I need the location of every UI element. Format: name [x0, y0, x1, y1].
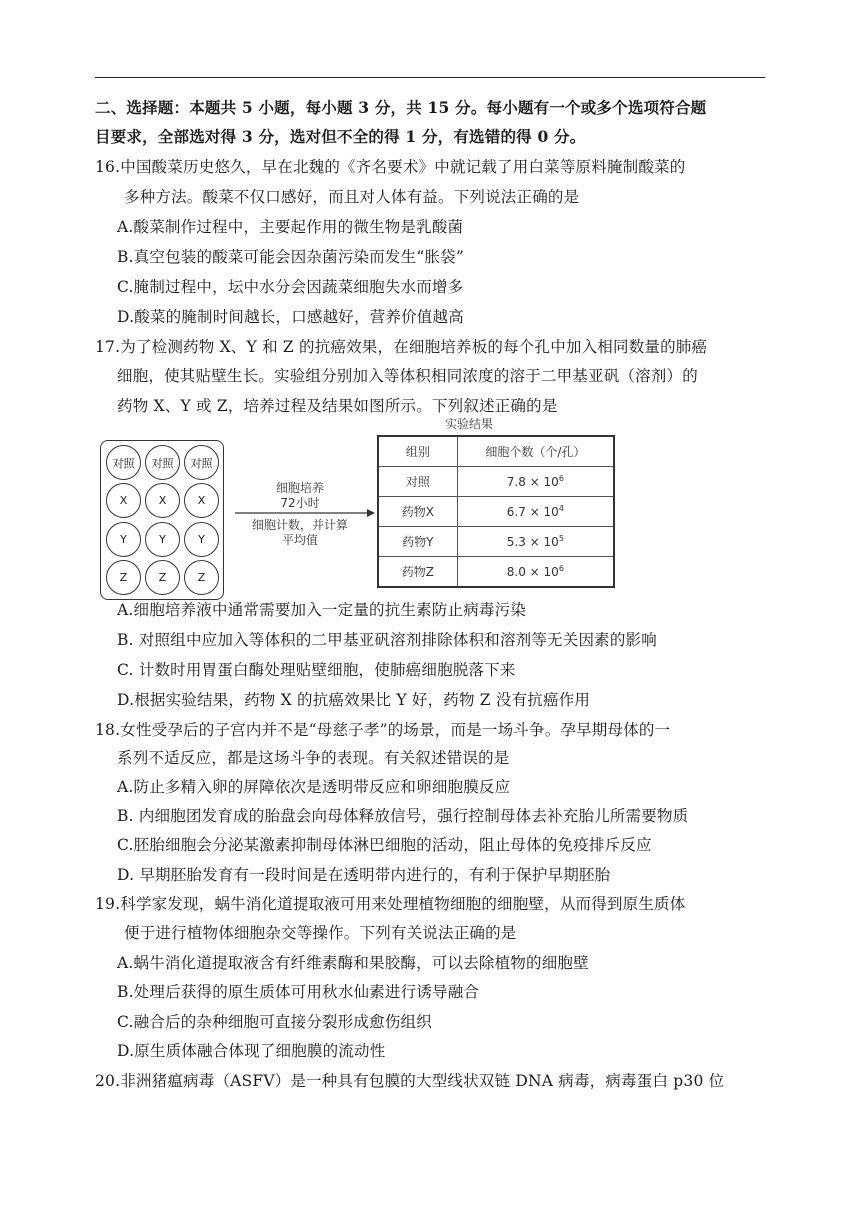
q18-option-a: A.防止多精入卵的屏障依次是透明带反应和卵细胞膜反应	[117, 778, 511, 796]
header-count: 细胞个数（个/孔）	[457, 436, 614, 467]
well-x-1: X	[106, 483, 141, 518]
q17-option-b: B. 对照组中应加入等体积的二甲基亚矾溶剂排除体积和溶剂等无关因素的影响	[117, 631, 657, 649]
q18-stem-line2: 系列不适反应，都是这场斗争的表现。有关叙述错误的是	[117, 749, 510, 767]
q18-stem-line1: 18.女性受孕后的子宫内并不是“母慈子孝”的场景，而是一场斗争。孕早期母体的一	[95, 721, 671, 739]
arrow-label-bottom-1: 细胞计数，并计算	[251, 518, 348, 532]
q19-option-a: A.蜗牛消化道提取液含有纤维素酶和果胶酶，可以去除植物的细胞壁	[117, 954, 589, 972]
well-control-1: 对照	[106, 445, 141, 480]
q19-option-c: C.融合后的杂种细胞可直接分裂形成愈伤组织	[117, 1013, 432, 1031]
q17-option-c: C. 计数时用胃蛋白酶处理贴壁细胞，使肺癌细胞脱落下来	[117, 661, 516, 679]
q17-stem-line3: 药物 X、Y 或 Z，培养过程及结果如图所示。下列叙述正确的是	[117, 397, 558, 415]
q16-option-a: A.酸菜制作过程中，主要起作用的微生物是乳酸菌	[117, 218, 464, 236]
arrow-label-bottom-2: 平均值	[281, 533, 318, 547]
q19-stem-line1: 19.科学家发现，蜗牛消化道提取液可用来处理植物细胞的细胞壁，从而得到原生质体	[95, 895, 686, 913]
q19-option-d: D.原生质体融合体现了细胞膜的流动性	[117, 1042, 386, 1060]
results-row	[378, 497, 614, 527]
q19-stem-line2: 便于进行植物体细胞杂交等操作。下列有关说法正确的是	[124, 924, 517, 942]
well-y-2: Y	[145, 522, 180, 557]
results-row	[378, 467, 614, 497]
row-group: 对照	[378, 467, 457, 497]
row-group: 药物X	[378, 497, 457, 527]
q16-stem-line2: 多种方法。酸菜不仅口感好，而且对人体有益。下列说法正确的是	[124, 188, 580, 206]
arrow-label-top-1: 细胞培养	[275, 481, 324, 495]
row-count: $6.7 \times 10^4$	[457, 497, 614, 527]
well-control-3: 对照	[184, 445, 219, 480]
results-table	[377, 435, 615, 588]
q17-option-a: A.细胞培养液中通常需要加入一定量的抗生素防止病毒污染	[117, 601, 527, 619]
q17-option-d: D.根据实验结果，药物 X 的抗癌效果比 Y 好，药物 Z 没有抗癌作用	[117, 691, 591, 709]
well-y-3: Y	[184, 522, 219, 557]
well-control-2: 对照	[145, 445, 180, 480]
q16-option-b: B.真空包装的酸菜可能会因杂菌污染而发生“胀袋”	[117, 248, 464, 266]
q18-option-b: B. 内细胞团发育成的胎盘会向母体释放信号，强行控制母体去补充胎儿所需要物质	[117, 807, 689, 825]
culture-plate	[100, 440, 224, 600]
q20-stem-line1: 20.非洲猪瘟病毒（ASFV）是一种具有包膜的大型线状双链 DNA 病毒，病毒蛋白 p30 位	[95, 1072, 725, 1090]
row-group: 药物Z	[378, 557, 457, 588]
results-title: 实验结果	[445, 417, 494, 431]
results-row	[378, 557, 614, 588]
well-y-1: Y	[106, 522, 141, 557]
q17-stem-line2: 细胞，使其贴壁生长。实验组分别加入等体积相同浓度的溶于二甲基亚矾（溶剂）的	[117, 367, 698, 385]
well-x-2: X	[145, 483, 180, 518]
q18-option-d: D. 早期胚胎发育有一段时间是在透明带内进行的，有利于保护早期胚胎	[117, 866, 611, 884]
row-count: $5.3 \times 10^5$	[457, 527, 614, 557]
section-heading-line2: 目要求，全部选对得 3 分，选对但不全的得 1 分，有选错的得 0 分。	[95, 127, 586, 146]
arrow-label-top-2: 72小时	[280, 496, 320, 510]
q16-option-c: C.腌制过程中，坛中水分会因蔬菜细胞失水而增多	[117, 278, 464, 296]
q17-figure	[95, 415, 615, 590]
row-count: $8.0 \times 10^6$	[457, 557, 614, 588]
row-group: 药物Y	[378, 527, 457, 557]
well-x-3: X	[184, 483, 219, 518]
row-count: $7.8 \times 10^6$	[457, 467, 614, 497]
well-z-1: Z	[106, 560, 141, 595]
results-header-row	[378, 436, 614, 467]
q17-stem-line1: 17.为了检测药物 X、Y 和 Z 的抗癌效果，在细胞培养板的每个孔中加入相同数量的肺癌	[95, 338, 708, 356]
q19-option-b: B.处理后获得的原生质体可用秋水仙素进行诱导融合	[117, 983, 480, 1001]
q18-option-c: C.胚胎细胞会分泌某激素抑制母体淋巴细胞的活动，阻止母体的免疫排斥反应	[117, 836, 652, 854]
section-heading-line1: 二、选择题：本题共 5 小题，每小题 3 分，共 15 分。每小题有一个或多个选项符合题	[95, 98, 707, 117]
top-rule	[95, 77, 765, 78]
q16-stem-line1: 16.中国酸菜历史悠久，早在北魏的《齐名要术》中就记载了用白菜等原料腌制酸菜的	[95, 158, 686, 176]
well-z-3: Z	[184, 560, 219, 595]
well-z-2: Z	[145, 560, 180, 595]
q16-option-d: D.酸菜的腌制时间越长，口感越好，营养价值越高	[117, 308, 464, 326]
results-row	[378, 527, 614, 557]
header-group: 组别	[378, 436, 457, 467]
